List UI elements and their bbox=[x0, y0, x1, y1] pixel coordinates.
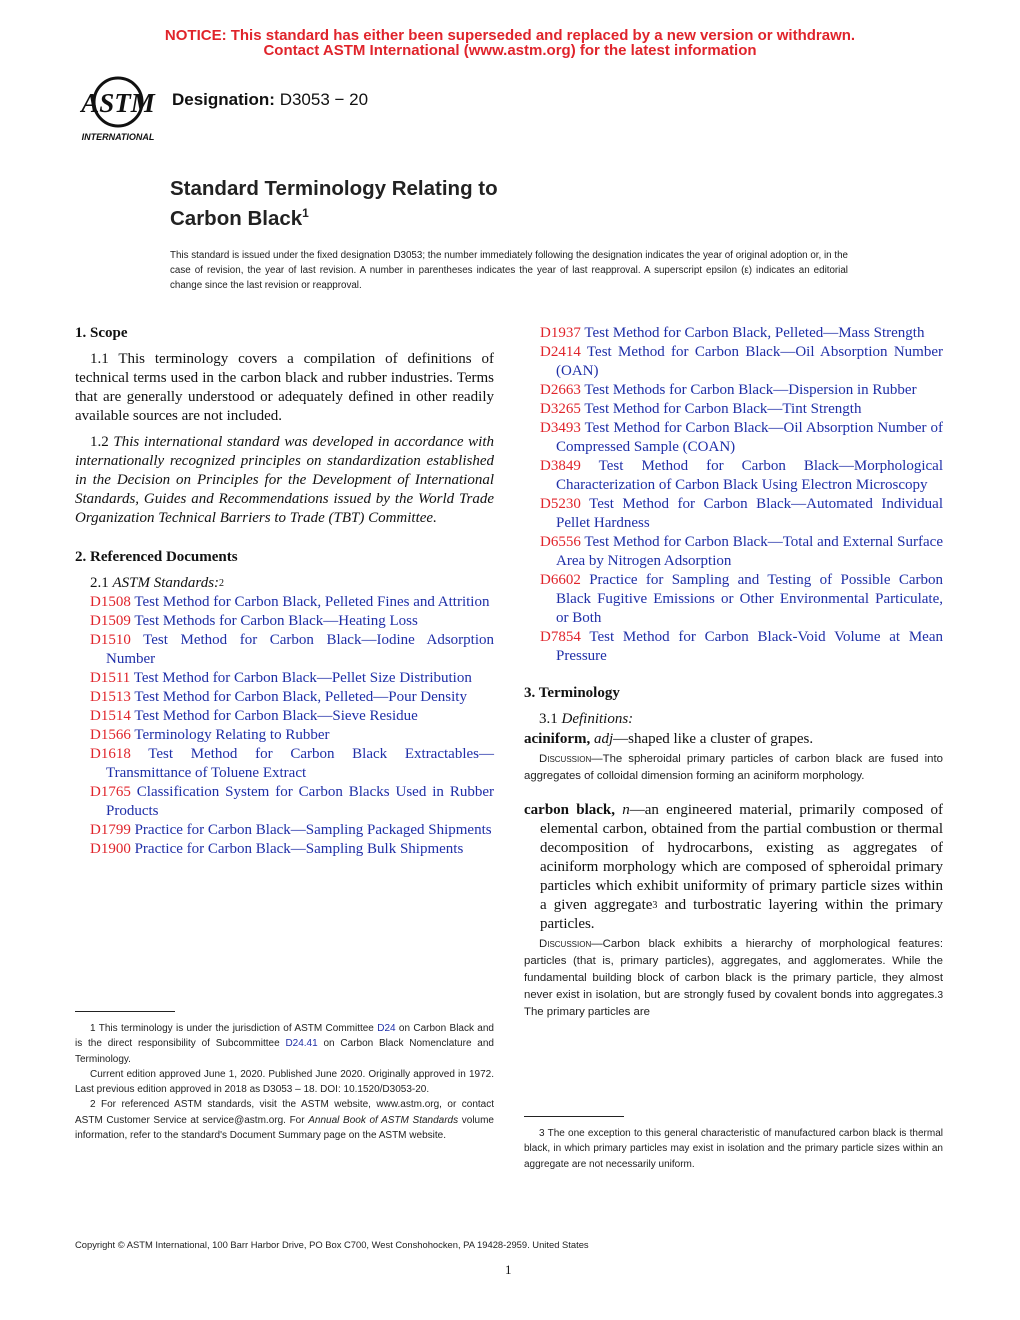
astm-standards-subheading bbox=[75, 574, 494, 593]
reference-title[interactable]: Test Method for Carbon Black—Morphological Characterization of Carbon Black Using Electron Microscopy bbox=[556, 458, 944, 493]
reference-item[interactable] bbox=[75, 688, 494, 707]
scope-para-2 bbox=[75, 433, 494, 528]
reference-title[interactable]: Test Method for Carbon Black—Total and External Surface Area by Nitrogen Adsorption bbox=[556, 534, 943, 569]
reference-item[interactable] bbox=[525, 571, 943, 628]
fn3-mark: 3 bbox=[539, 1128, 545, 1139]
reference-title[interactable]: Test Methods for Carbon Black—Dispersion in Rubber bbox=[584, 382, 917, 398]
def-sub-label: Definitions: bbox=[561, 711, 634, 727]
reference-title[interactable]: Test Method for Carbon Black—Automated Individual Pellet Hardness bbox=[556, 496, 943, 531]
definition-aciniform bbox=[524, 730, 943, 749]
reference-code[interactable]: D1937 bbox=[540, 325, 581, 341]
notice-line-2: Contact ASTM International (www.astm.org) for the latest information bbox=[263, 42, 757, 59]
disc-text-aciniform: —The spheroidal primary particles of carbon black are fused into aggregates of colloidal dimension forming an aciniform morphology. bbox=[524, 753, 943, 782]
disc-carbon-black-mark: 3 bbox=[937, 990, 943, 1001]
footnotes-left bbox=[75, 1021, 494, 1143]
copyright: Copyright © ASTM International, 100 Barr Harbor Drive, PO Box C700, West Conshohocken, PA 19428-2959. United States bbox=[75, 1239, 589, 1250]
document-title bbox=[170, 176, 498, 231]
notice-line-1: NOTICE: This standard has either been superseded and replaced by a new version or withdrawn. bbox=[164, 27, 856, 44]
reference-item[interactable] bbox=[75, 783, 494, 821]
reference-code[interactable]: D6556 bbox=[540, 534, 581, 550]
reference-title[interactable]: Practice for Sampling and Testing of Possible Carbon Black Fugitive Emissions or Other Environmental Particulate, or Both bbox=[556, 572, 943, 626]
link-d24-41[interactable]: D24.41 bbox=[285, 1038, 318, 1050]
fn1-mark: 1 bbox=[90, 1023, 96, 1034]
def-sub-num: 3.1 bbox=[539, 711, 558, 727]
reference-code[interactable]: D1513 bbox=[90, 689, 131, 705]
reference-item[interactable] bbox=[75, 669, 494, 688]
reference-item[interactable] bbox=[525, 495, 943, 533]
term-carbon-black: carbon black, bbox=[524, 802, 616, 818]
astm-logo bbox=[74, 72, 162, 150]
reference-list-right bbox=[524, 324, 943, 666]
left-column bbox=[75, 324, 494, 859]
disc-text-carbon-black-b: The primary particles are bbox=[524, 1006, 650, 1018]
reference-title[interactable]: Test Method for Carbon Black Extractables—Transmittance of Toluene Extract bbox=[106, 746, 494, 781]
reference-code[interactable]: D3849 bbox=[540, 458, 581, 474]
reference-code[interactable]: D7854 bbox=[540, 629, 581, 645]
reference-item[interactable] bbox=[525, 381, 943, 400]
def-carbon-black-b: and turbostratic layering within the primary particles. bbox=[540, 897, 943, 932]
reference-code[interactable]: D1618 bbox=[90, 746, 131, 762]
reference-item[interactable] bbox=[525, 324, 943, 343]
reference-code[interactable]: D1511 bbox=[90, 670, 131, 686]
reference-code[interactable]: D1765 bbox=[90, 784, 131, 800]
reference-title[interactable]: Practice for Carbon Black—Sampling Bulk Shipments bbox=[134, 841, 464, 857]
reference-title[interactable]: Test Method for Carbon Black—Oil Absorption Number (OAN) bbox=[556, 344, 943, 379]
reference-title[interactable]: Terminology Relating to Rubber bbox=[134, 727, 330, 743]
reference-code[interactable]: D5230 bbox=[540, 496, 581, 512]
footnotes-right bbox=[524, 1126, 943, 1172]
designation bbox=[172, 90, 368, 110]
footnote-rule-right bbox=[524, 1116, 624, 1117]
fn2-it: Annual Book of ASTM Standards bbox=[308, 1114, 459, 1126]
reference-title[interactable]: Test Method for Carbon Black—Oil Absorption Number of Compressed Sample (COAN) bbox=[556, 420, 943, 455]
reference-item[interactable] bbox=[75, 726, 494, 745]
definitions-subheading bbox=[524, 710, 943, 729]
fn2-a: For referenced ASTM standards, visit the ASTM website, www.astm.org, or contact ASTM Customer Service at service@astm.org. For bbox=[75, 1099, 494, 1126]
reference-item[interactable] bbox=[525, 533, 943, 571]
discussion-carbon-black bbox=[524, 936, 943, 1021]
disc-label-aciniform: Discussion bbox=[539, 753, 592, 765]
pos-carbon-black: n bbox=[622, 802, 630, 818]
reference-code[interactable]: D2414 bbox=[540, 344, 581, 360]
disc-label-carbon-black: Discussion bbox=[539, 938, 592, 950]
logo-mark: ASTM bbox=[81, 88, 155, 118]
reference-list-left bbox=[75, 593, 494, 859]
fn2-mark: 2 bbox=[90, 1099, 96, 1111]
reference-title[interactable]: Practice for Carbon Black—Sampling Packaged Shipments bbox=[134, 822, 492, 838]
reference-title[interactable]: Test Method for Carbon Black, Pelleted Fines and Attrition bbox=[134, 594, 490, 610]
reference-title[interactable]: Test Methods for Carbon Black—Heating Loss bbox=[134, 613, 418, 629]
def-aciniform: —shaped like a cluster of grapes. bbox=[613, 731, 814, 747]
terminology-heading: 3. Terminology bbox=[524, 685, 620, 701]
reference-item[interactable] bbox=[525, 400, 943, 419]
reference-code[interactable]: D1509 bbox=[90, 613, 131, 629]
footnote-1-para-2: Current edition approved June 1, 2020. Published June 2020. Originally approved in 1972. Last previous edition approved in 2018 as D3053 – 18. DOI: 10.1520/D3053-20. bbox=[75, 1068, 494, 1096]
reference-item[interactable] bbox=[75, 821, 494, 840]
reference-title[interactable]: Test Method for Carbon Black, Pelleted—Pour Density bbox=[134, 689, 467, 705]
reference-code[interactable]: D1900 bbox=[90, 841, 131, 857]
reference-title[interactable]: Classification System for Carbon Blacks Used in Rubber Products bbox=[106, 784, 494, 819]
reference-item[interactable] bbox=[525, 628, 943, 666]
reference-item[interactable] bbox=[525, 343, 943, 381]
reference-code[interactable]: D3265 bbox=[540, 401, 581, 417]
pos-aciniform: adj bbox=[593, 731, 614, 747]
reference-item[interactable] bbox=[75, 631, 494, 669]
footnote-3 bbox=[524, 1126, 943, 1172]
page-number: 1 bbox=[505, 1262, 512, 1277]
reference-title[interactable]: Test Method for Carbon Black—Pellet Size Distribution bbox=[133, 670, 472, 686]
reference-item[interactable] bbox=[75, 612, 494, 631]
reference-item[interactable] bbox=[75, 593, 494, 612]
reference-code[interactable]: D6602 bbox=[540, 572, 581, 588]
reference-code[interactable]: D3493 bbox=[540, 420, 581, 436]
def-carbon-black-mark: 3 bbox=[652, 900, 658, 911]
reference-item[interactable] bbox=[75, 707, 494, 726]
scope-heading: 1. Scope bbox=[75, 325, 128, 341]
reference-code[interactable]: D1508 bbox=[90, 594, 131, 610]
fn1-b: on Carbon Black and is the direct responsibility of Subcommittee bbox=[75, 1023, 494, 1050]
reference-title[interactable]: Test Method for Carbon Black-Void Volume at Mean Pressure bbox=[556, 629, 943, 664]
reference-code[interactable]: D1514 bbox=[90, 708, 131, 724]
scope-para-2-num: 1.2 bbox=[90, 434, 109, 450]
reference-title[interactable]: Test Method for Carbon Black—Iodine Adsorption Number bbox=[106, 632, 494, 667]
reference-code[interactable]: D1510 bbox=[90, 632, 131, 648]
issued-note: This standard is issued under the fixed designation D3053; the number immediately following the designation indicates the year of original adoption or, in the case of revision, the year of last revision. A number in parentheses indicates the year of last reapproval. A superscript epsilon (ε) indicates an editorial change since the last revision or reapproval. bbox=[170, 250, 848, 291]
disc-text-carbon-black-a: —Carbon black exhibits a hierarchy of morphological features: particles (that is, primary particles), aggregates, and agglomerates. While the fundamental building block of carbon black is the primary particle, they almost never exist in isolation, but are strongly fused by covalent bonds into aggregates. bbox=[524, 938, 943, 1001]
reference-item[interactable] bbox=[75, 745, 494, 783]
reference-item[interactable] bbox=[75, 840, 494, 859]
fn1-c: on Carbon Black Nomenclature and Terminology. bbox=[75, 1038, 494, 1065]
reference-code[interactable]: D1566 bbox=[90, 727, 131, 743]
reference-item[interactable] bbox=[525, 419, 943, 457]
scope-para-1: 1.1 This terminology covers a compilation of definitions of technical terms used in the carbon black and rubber industries. Terms that are generally understood or adequately defined in other readily available sources are not included. bbox=[75, 351, 494, 424]
title-line-2: Carbon Black bbox=[170, 206, 303, 230]
sub-mark: 2 bbox=[219, 578, 225, 589]
designation-label: Designation: bbox=[172, 90, 275, 109]
reference-title[interactable]: Test Method for Carbon Black—Tint Strength bbox=[584, 401, 862, 417]
footnote-rule-left bbox=[75, 1011, 175, 1012]
scope-para-2-text: This international standard was developed in accordance with internationally recognized principles on standardization established in the Decision on Principles for the Development of International Standards, Guides and Recommendations issued by the World Trade Organization Technical Barriers to Trade (TBT) Committee. bbox=[75, 434, 494, 526]
definition-carbon-black bbox=[524, 801, 943, 934]
designation-value: D3053 − 20 bbox=[279, 90, 369, 109]
discussion-aciniform bbox=[524, 751, 943, 785]
reference-item[interactable] bbox=[525, 457, 943, 495]
fn3-text: The one exception to this general characteristic of manufactured carbon black is thermal black, in which primary particles may exist in isolation and the primary particle sizes within an aggregate are not necessarily uniform. bbox=[524, 1128, 943, 1170]
title-line-1: Standard Terminology Relating to bbox=[170, 177, 498, 200]
right-column bbox=[524, 324, 943, 1031]
def-carbon-black-a: —an engineered material, primarily composed of elemental carbon, obtained from the partial combustion or thermal decomposition of hydrocarbons, existing as aggregates of aciniform morphology which are composed of spheroidal primary particles which exhibit uniformity of primary particle sizes within a given aggregate bbox=[540, 802, 943, 913]
fn2-b: volume information, refer to the standard's Document Summary page on the ASTM website. bbox=[75, 1114, 494, 1142]
title-footnote-mark: 1 bbox=[302, 206, 309, 220]
logo-caption: INTERNATIONAL bbox=[81, 132, 155, 142]
footnote-2 bbox=[75, 1097, 494, 1143]
term-aciniform: aciniform, bbox=[524, 731, 591, 747]
link-d24[interactable]: D24 bbox=[377, 1023, 396, 1034]
referenced-heading: 2. Referenced Documents bbox=[75, 549, 238, 565]
reference-code[interactable]: D2663 bbox=[540, 382, 581, 398]
sub-num: 2.1 bbox=[90, 575, 109, 591]
fn1-a: This terminology is under the jurisdiction of ASTM Committee bbox=[95, 1023, 378, 1034]
reference-title[interactable]: Test Method for Carbon Black—Sieve Residue bbox=[134, 708, 418, 724]
reference-title[interactable]: Test Method for Carbon Black, Pelleted—Mass Strength bbox=[584, 325, 925, 341]
sub-label: ASTM Standards: bbox=[112, 575, 220, 591]
footnote-1 bbox=[75, 1021, 494, 1067]
reference-code[interactable]: D1799 bbox=[90, 822, 131, 838]
